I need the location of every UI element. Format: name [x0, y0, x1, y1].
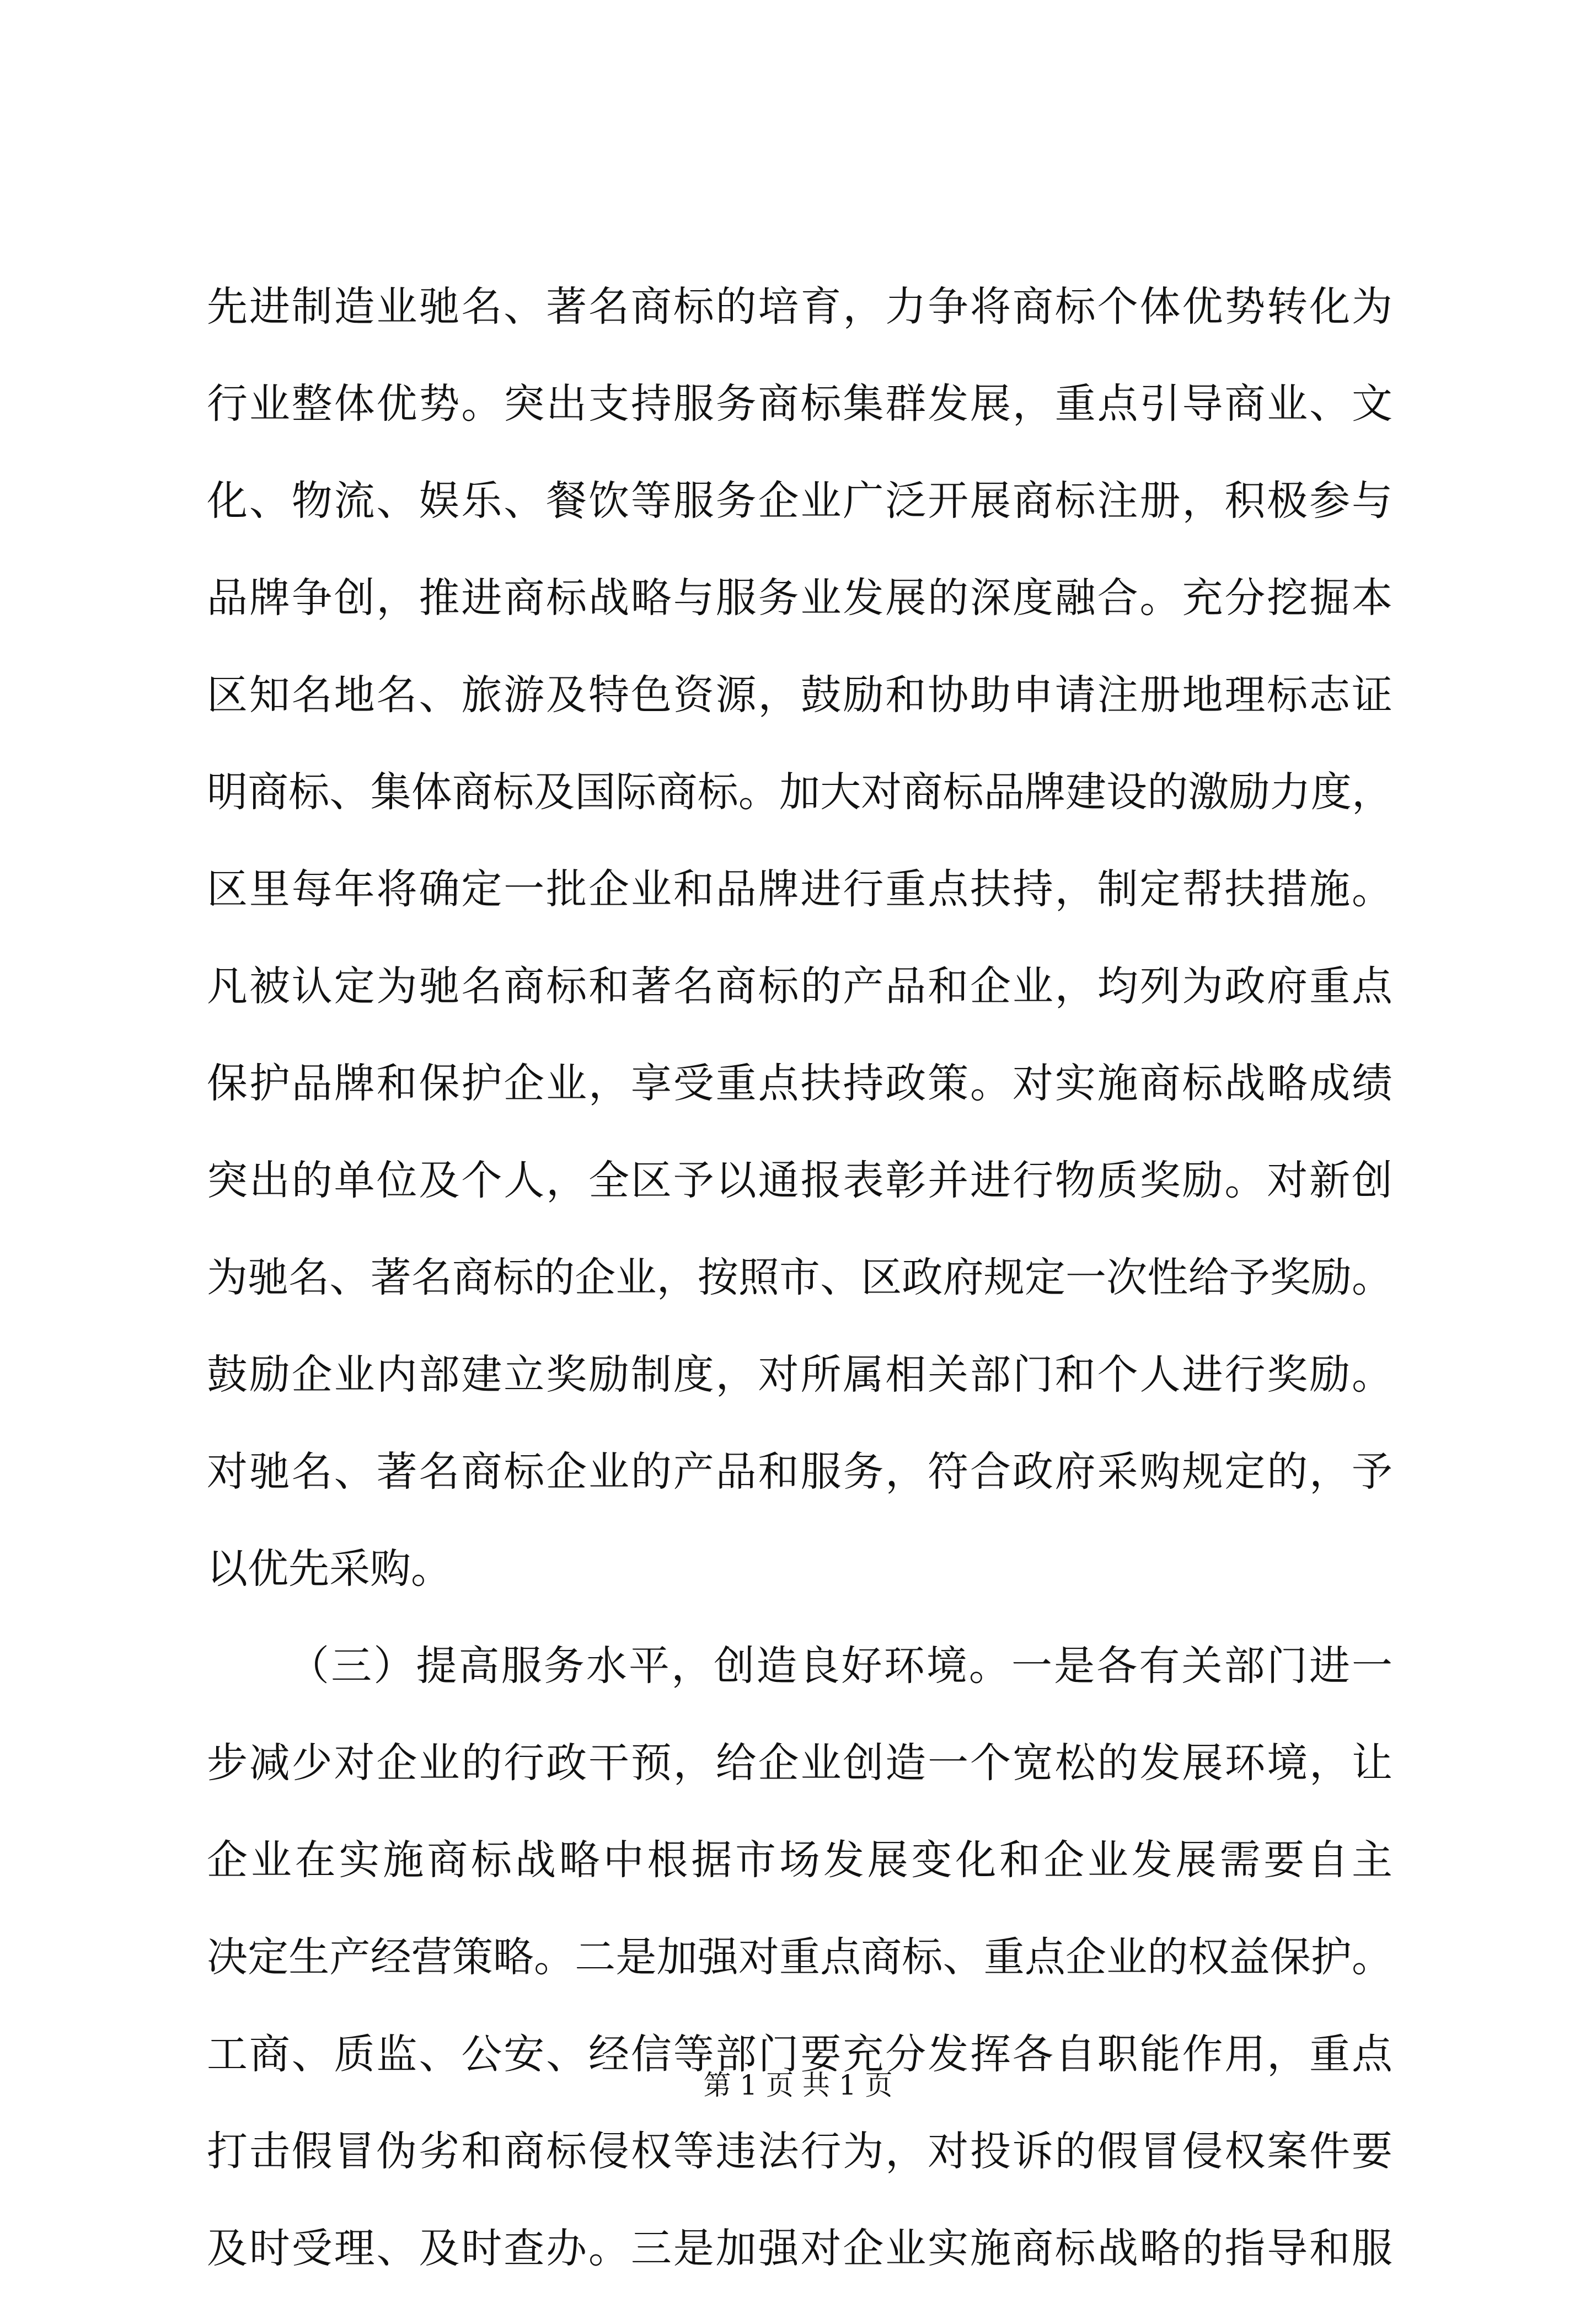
text-line: 步减少对企业的行政干预，给企业创造一个宽松的发展环境，让 — [207, 1739, 1393, 1787]
text-line: 先进制造业驰名、著名商标的培育，力争将商标个体优势转化为 — [207, 283, 1393, 330]
text-line: 鼓励企业内部建立奖励制度，对所属相关部门和个人进行奖励。 — [207, 1351, 1393, 1398]
text-line: 明商标、集体商标及国际商标。加大对商标品牌建设的激励力度， — [207, 768, 1393, 816]
text-line: 企业在实施商标战略中根据市场发展变化和企业发展需要自主 — [207, 1836, 1393, 1884]
text-line: 工商、质监、公安、经信等部门要充分发挥各自职能作用，重点 — [207, 2031, 1393, 2078]
section-heading-line: （三）提高服务水平，创造良好环境。一是各有关部门进一 — [288, 1642, 1393, 1690]
text-line: 及时受理、及时查办。三是加强对企业实施商标战略的指导和服 — [207, 2225, 1393, 2272]
page-number-footer: 第 1 页 共 1 页 — [703, 2069, 893, 2101]
text-line: 以优先采购。 — [207, 1545, 452, 1593]
text-line: 化、物流、娱乐、餐饮等服务企业广泛开展商标注册，积极参与 — [207, 477, 1393, 525]
text-line: 区知名地名、旅游及特色资源，鼓励和协助申请注册地理标志证 — [207, 671, 1393, 719]
text-line: 凡被认定为驰名商标和著名商标的产品和企业，均列为政府重点 — [207, 963, 1393, 1010]
text-line: 品牌争创，推进商标战略与服务业发展的深度融合。充分挖掘本 — [207, 574, 1393, 622]
text-line: 为驰名、著名商标的企业，按照市、区政府规定一次性给予奖励。 — [207, 1254, 1393, 1301]
text-line: 突出的单位及个人，全区予以通报表彰并进行物质奖励。对新创 — [207, 1157, 1393, 1204]
text-line: 对驰名、著名商标企业的产品和服务，符合政府采购规定的，予 — [207, 1448, 1393, 1495]
text-line: 区里每年将确定一批企业和品牌进行重点扶持，制定帮扶措施。 — [207, 866, 1393, 913]
text-line: 打击假冒伪劣和商标侵权等违法行为，对投诉的假冒侵权案件要 — [207, 2128, 1393, 2175]
text-line: 决定生产经营策略。二是加强对重点商标、重点企业的权益保护。 — [207, 1933, 1393, 1981]
text-line: 行业整体优势。突出支持服务商标集群发展，重点引导商业、文 — [207, 380, 1393, 428]
document-body — [207, 258, 1393, 2297]
text-line: 保护品牌和保护企业，享受重点扶持政策。对实施商标战略成绩 — [207, 1060, 1393, 1107]
